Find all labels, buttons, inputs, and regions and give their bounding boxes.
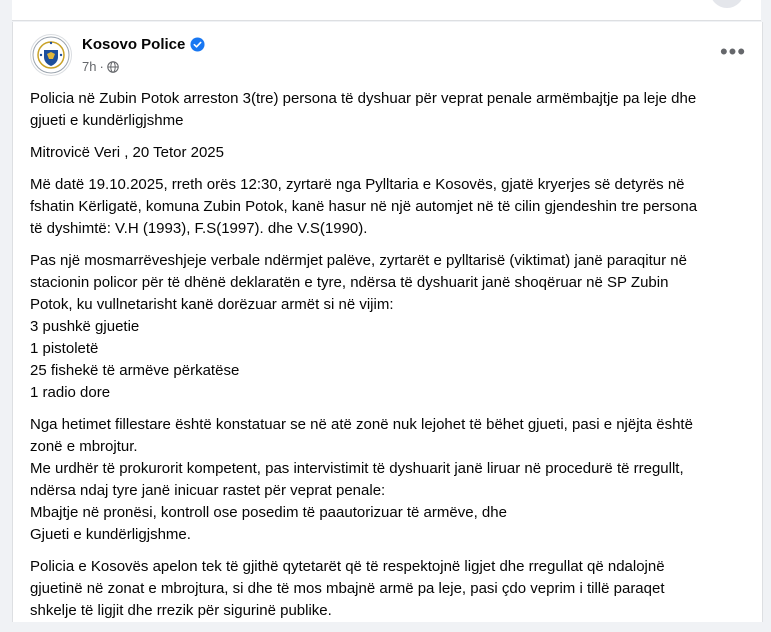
post-text-line: Policia në Zubin Potok arreston 3(tre) persona të dyshuar për veprat penale armëmbajtje pa leje dhe [30,90,697,107]
post-text-line: 1 radio dore [30,384,111,401]
post-card [12,22,763,622]
post-paragraph [30,142,745,164]
post-paragraph [30,556,745,622]
post-text-line: Mitrovicë Veri , 20 Tetor 2025 [30,144,224,161]
author-name[interactable]: Kosovo Police [82,36,186,53]
globe-icon[interactable] [107,61,119,73]
post-paragraph [30,174,745,240]
post-text-line: Mbajtje në pronësi, kontroll ose posedim të paautorizuar të armëve, dhe [30,504,507,521]
post-text-line: Gjueti e kundërligjshme. [30,526,191,543]
post-text-line: zonë e mbrojtur. [30,438,138,455]
post-text-line: shkelje të ligjit dhe rrezik për sigurinë publike. [30,602,332,619]
post-text-line: Me urdhër të prokurorit kompetent, pas intervistimit të dyshuarit janë liruar në procedurë të rregullt, [30,460,684,477]
kosovo-police-logo-icon [31,35,71,75]
post-text-line: Nga hetimet fillestare është konstatuar se në atë zonë nuk lejohet të bëhet gjueti, pasi e njëjta është [30,416,693,433]
post-text-line: Pas një mosmarrëveshjeje verbale ndërmjet palëve, zyrtarët e pylltarisë (viktimat) janë paraqitur në [30,252,687,269]
author-name-row [82,36,205,53]
post-text-line: 3 pushkë gjuetie [30,318,140,335]
meta-separator: · [99,59,104,74]
post-text-line: ndërsa ndaj tyre janë inicuar rastet për veprat penale: [30,482,386,499]
more-options-icon[interactable]: ••• [719,39,747,64]
post-text-line: Policia e Kosovës apelon tek të gjithë qytetarët që të respektojnë ligjet dhe rregullat që ndalojnë [30,558,665,575]
post-text-line: 1 pistoletë [30,340,99,357]
post-paragraph [30,88,745,132]
post-meta [82,59,119,74]
post-text-line: gjueti e kundërligjshme [30,112,184,129]
post-text-line: të dyshimtë: V.H (1993), F.S(1997). dhe V.S(1990). [30,220,368,237]
post-text-line: Më datë 19.10.2025, rreth orës 12:30, zyrtarë nga Pylltaria e Kosovës, gjatë kryerjes së detyrës në [30,176,685,193]
post-text-line: gjuetinë në zonat e mbrojtura, si dhe të mos mbajnë armë pa leje, pasi çdo veprim i tillë paraqet [30,580,665,597]
post-text-line: fshatin Kërligatë, komuna Zubin Potok, kanë hasur në një automjet në të cilin gjendeshin tre persona [30,198,698,215]
avatar[interactable] [30,34,72,76]
post-text-line: Potok, ku vullnetarisht kanë dorëzuar armët si në vijim: [30,296,394,313]
post-text [30,88,745,632]
post-text-line: 25 fishekë të armëve përkatëse [30,362,240,379]
post-time[interactable]: 7h [82,59,97,74]
post-paragraph [30,250,745,404]
verified-badge-icon [190,37,205,52]
post-text-line: stacionin policor për të dhënë deklaratën e tyre, ndërsa të dyshuarit janë shoqëruar në SP Zubin [30,274,669,291]
post-paragraph [30,414,745,546]
previous-post-card [12,0,761,21]
